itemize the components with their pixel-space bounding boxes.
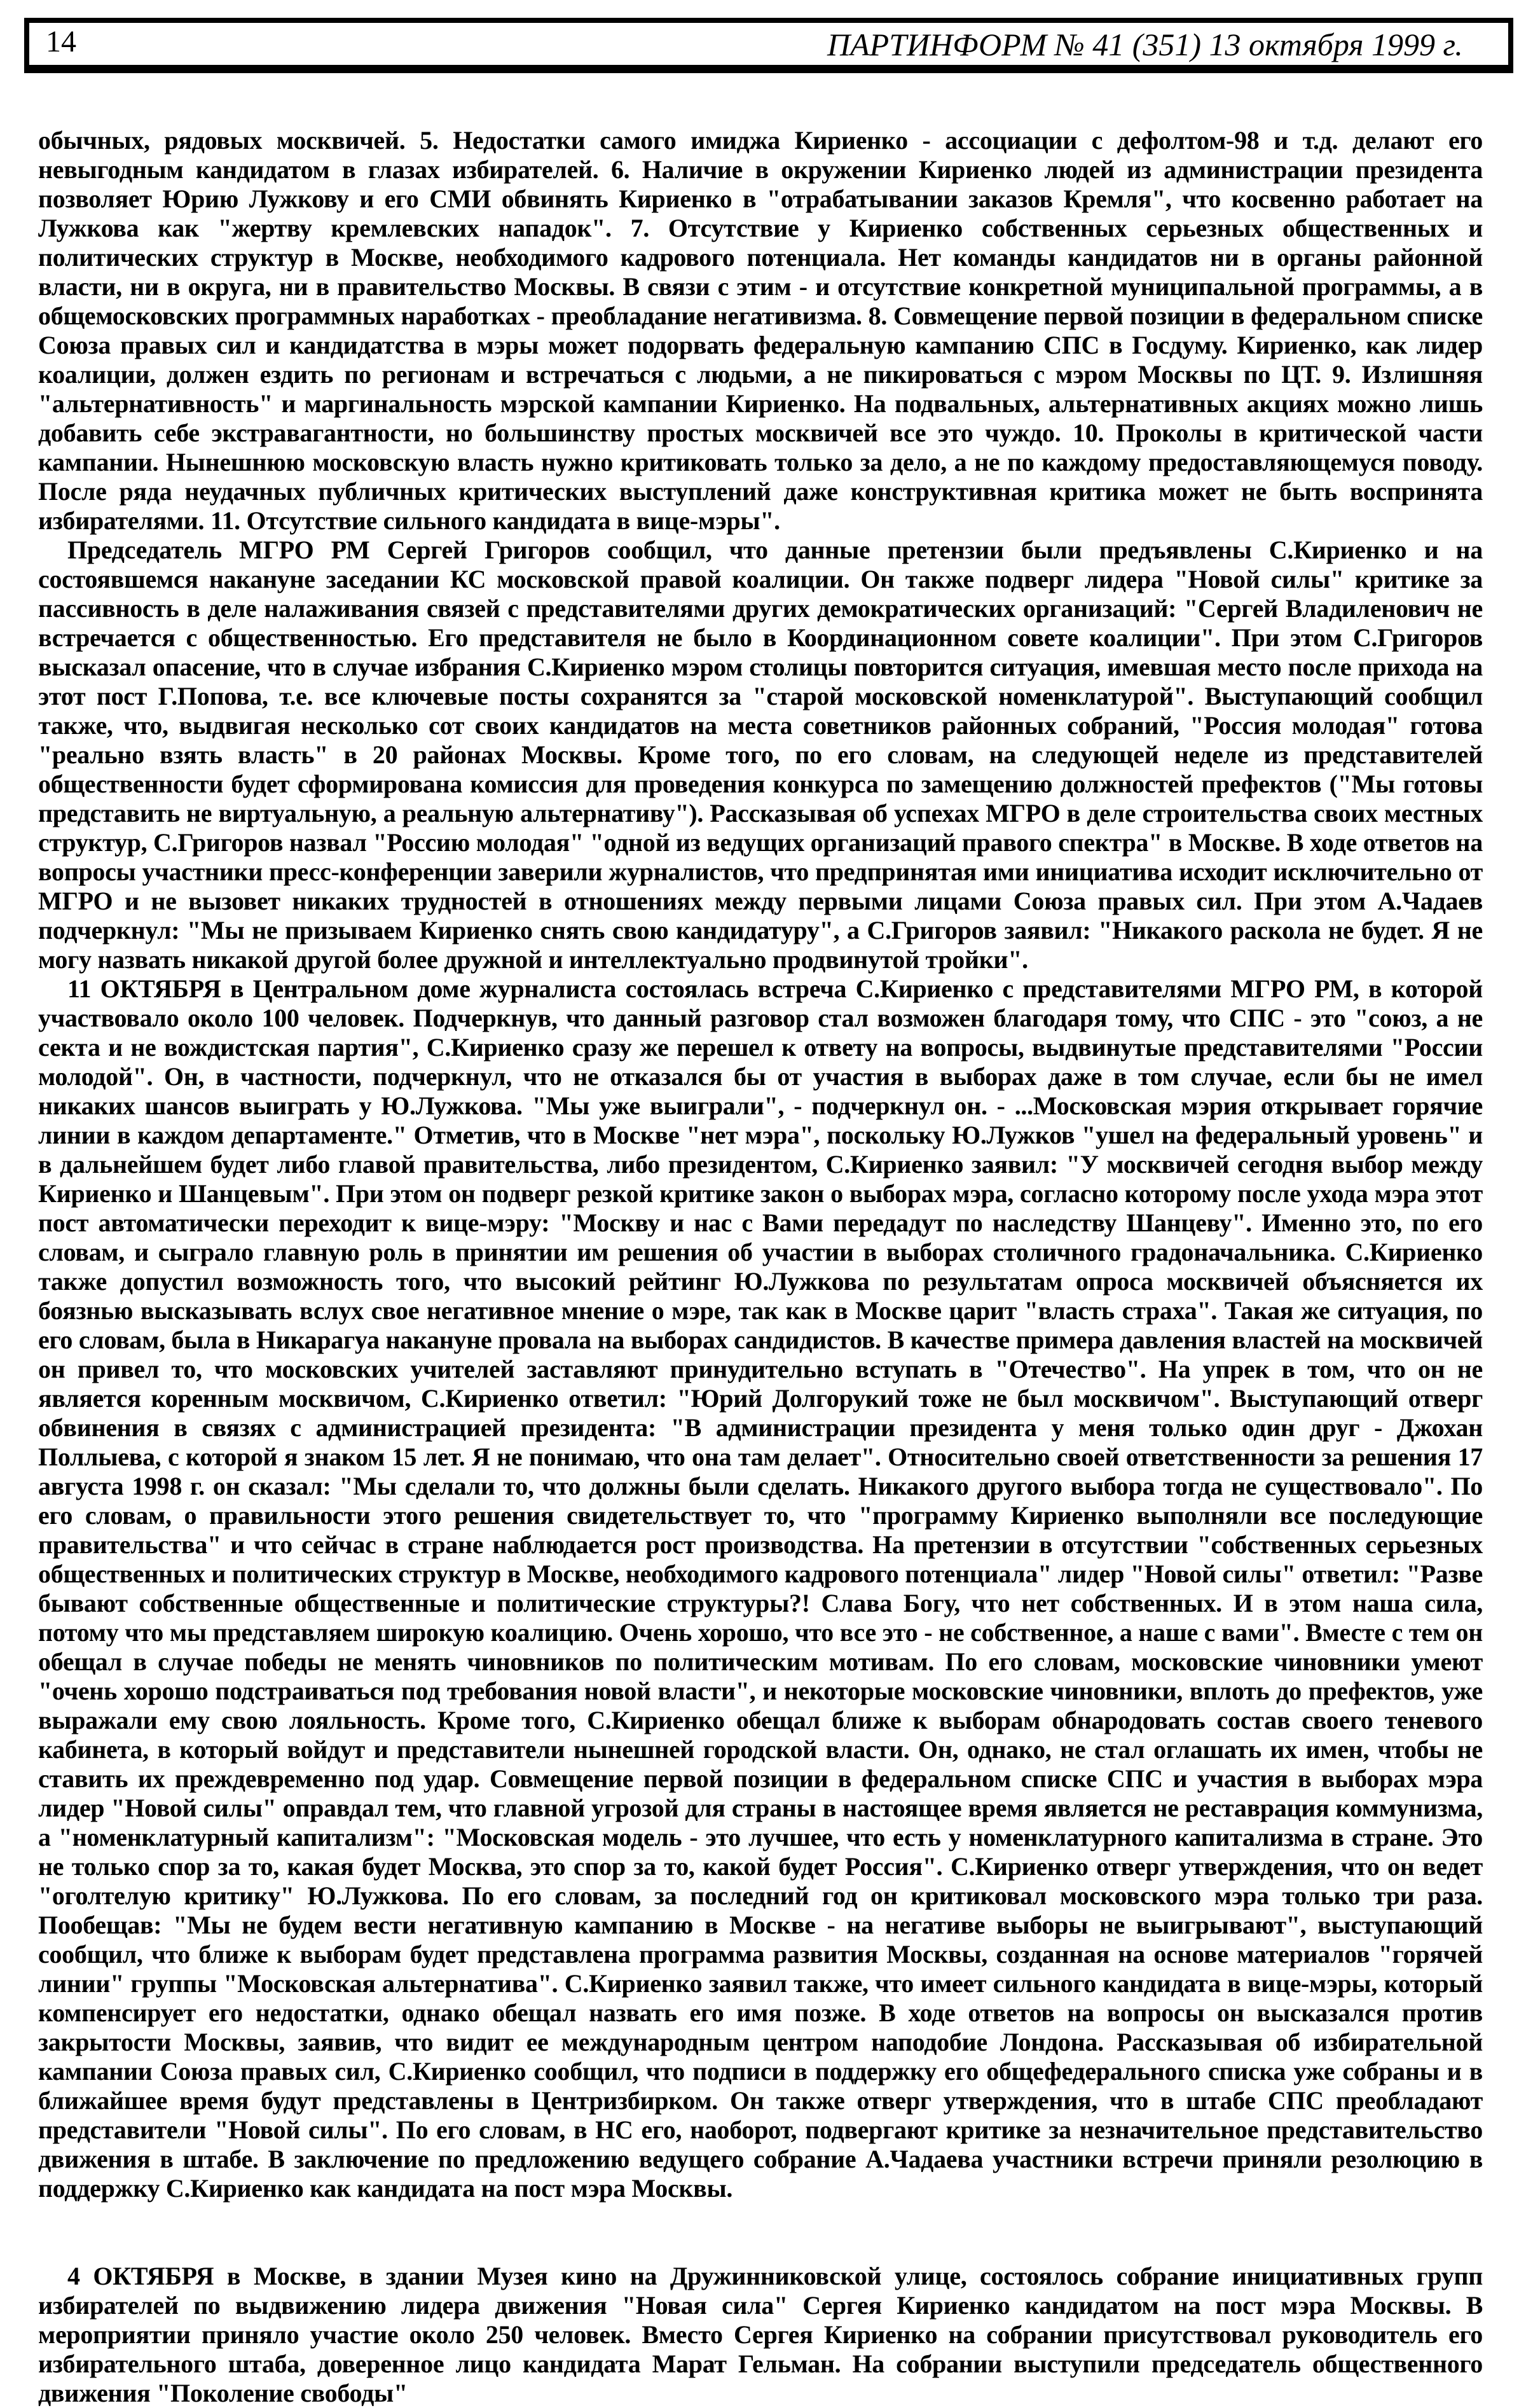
paragraph-october-4-meeting: 4 ОКТЯБРЯ в Москве, в здании Музея кино на Дружинниковской улице, состоялось собрание инициативных групп избирателей по выдвижению лидера движения "Новая сила" Сергея Кириенко кандидатом на пост мэра Москвы. В мероприятии приняло участие около 250 человек. Вместо Сергея Кириенко на собрании присутствовал руководитель его избирательного штаба, доверенное лицо кандидата Марат Гельман. На собрании выступили председатель общественного движения "Поколение свободы"	[38, 2262, 1483, 2407]
masthead-box	[24, 18, 1513, 73]
article-body	[38, 126, 1483, 2408]
paragraph-october-11-meeting: 11 ОКТЯБРЯ в Центральном доме журналиста состоялась встреча С.Кириенко с представителями МГРО РМ, в которой участвовало около 100 человек. Подчеркнув, что данный разговор стал возможен благодаря тому, что СПС - это "союз, а не секта и не вождистская партия", С.Кириенко сразу же перешел к ответу на вопросы, выдвинутые представителями "России молодой". Он, в частности, подчеркнул, что не отказался бы от участия в выборах даже в том случае, если бы не имел никаких шансов выиграть у Ю.Лужкова. "Мы уже выиграли", - подчеркнул он. - ...Московская мэрия открывает горячие линии в каждом департаменте." Отметив, что в Москве "нет мэра", поскольку Ю.Лужков "ушел на федеральный уровень" и в дальнейшем будет либо главой правительства, либо президентом, С.Кириенко заявил: "У москвичей сегодня выбор между Кириенко и Шанцевым". При этом он подверг резкой критике закон о выборах мэра, согласно которому после ухода мэра этот пост автоматически переходит к вице-мэру: "Москву и нас с Вами передадут по наследству Шанцеву". Именно это, по его словам, и сыграло главную роль в принятии им решения об участии в выборах столичного градоначальника. С.Кириенко также допустил возможность того, что высокий рейтинг Ю.Лужкова по результатам опроса москвичей объясняется их боязнью высказывать вслух свое негативное мнение о мэре, так как в Москве царит "власть страха". Такая же ситуация, по его словам, была в Никарагуа накануне провала на выборах сандидистов. В качестве примера давления властей на москвичей он привел то, что московских учителей заставляют принудительно вступать в "Отечество". На упрек в том, что он не является коренным москвичом, С.Кириенко ответил: "Юрий Долгорукий тоже не был москвичом". Выступающий отверг обвинения в связях с администрацией президента: "В администрации президента у меня только один друг - Джохан Поллыева, с которой я знаком 15 лет. Я не понимаю, что она там делает". Относительно своей ответственности за решения 17 августа 1998 г. он сказал: "Мы сделали то, что должны были сделать. Никакого другого выбора тогда не существовало". По его словам, о правильности этого решения свидетельствует то, что "программу Кириенко выполняли все последующие правительства" и что сейчас в стране наблюдается рост производства. На претензии в отсутствии "собственных серьезных общественных и политических структур в Москве, необходимого кадрового потенциала" лидер "Новой силы" ответил: "Разве бывают собственные общественные и политические структуры?! Слава Богу, что нет собственных. И в этом наша сила, потому что мы представляем широкую коалицию. Очень хорошо, что все это - не собственное, а наше с вами". Вместе с тем он обещал в случае победы не менять чиновников по политическим мотивам. По его словам, московские чиновники умеют "очень хорошо подстраиваться под требования новой власти", и некоторые московские чиновники, вплоть до префектов, уже выражали ему свою лояльность. Кроме того, С.Кириенко обещал ближе к выборам обнародовать состав своего теневого кабинета, в который войдут и представители нынешней городской власти. Он, однако, не стал оглашать их имен, чтобы не ставить их преждевременно под удар. Совмещение первой позиции в федеральном списке СПС и участия в выборах мэра лидер "Новой силы" оправдал тем, что главной угрозой для страны в настоящее время является не реставрация коммунизма, а "номенклатурный капитализм": "Московская модель - это лучшее, что есть у номенклатурного капитализма в стране. Это не только спор за то, какая будет Москва, это спор за то, какой будет Россия". С.Кириенко отверг утверждения, что он ведет "оголтелую критику" Ю.Лужкова. По его словам, за последний год он критиковал московского мэра только три раза. Пообещав: "Мы не будем вести негативную кампанию в Москве - на негативе выборы не выигрывают", выступающий сообщил, что ближе к выборам будет представлена программа развития Москвы, созданная на основе материалов "горячей линии" группы "Московская альтернатива". С.Кириенко заявил также, что имеет сильного кандидата в вице-мэры, который компенсирует его недостатки, однако обещал назвать его имя позже. В ходе ответов на вопросы он высказался против закрытости Москвы, заявив, что видит ее международным центром наподобие Лондона. Рассказывая об избирательной кампании Союза правых сил, С.Кириенко сообщил, что подписи в поддержку его общефедерального списка уже собраны и в ближайшее время будут представлены в Центризбирком. Он также отверг утверждения, что в штабе СПС преобладают представители "Новой силы". По его словам, в НС его, наоборот, подвергают критике за незначительное представительство движения в штабе. В заключение по предложению ведущего собрание А.Чадаева участники встречи приняли резолюцию в поддержку С.Кириенко как кандидата на пост мэра Москвы.	[38, 974, 1483, 2203]
page-number: 14	[46, 25, 76, 59]
masthead-title: ПАРТИНФОРМ № 41 (351) 13 октября 1999 г.	[827, 27, 1463, 62]
paragraph-grigorov-statement: Председатель МГРО РМ Сергей Григоров сообщил, что данные претензии были предъявлены С.Кириенко и на состоявшемся накануне заседании КС московской правой коалиции. Он также подверг лидера "Новой силы" критике за пассивность в деле налаживания связей с представителями других демократических организаций: "Сергей Владиленович не встречается с общественностью. Его представителя не было в Координационном совете коалиции". При этом С.Григоров высказал опасение, что в случае избрания С.Кириенко мэром столицы повторится ситуация, имевшая место после прихода на этот пост Г.Попова, т.е. все ключевые посты сохранятся за "старой московской номенклатурой". Выступающий сообщил также, что, выдвигая несколько сот своих кандидатов на места советников районных собраний, "Россия молодая" готова "реально взять власть" в 20 районах Москвы. Кроме того, по его словам, на следующей неделе из представителей общественности будет сформирована комиссия для проведения конкурса по замещению должностей префектов ("Мы готовы представить не виртуальную, а реальную альтернативу"). Рассказывая об успехах МГРО в деле строительства своих местных структур, С.Григоров назвал "Россию молодая" "одной из ведущих организаций правого спектра" в Москве. В ходе ответов на вопросы участники пресс-конференции заверили журналистов, что предпринятая ими инициатива исходит исключительно от МГРО и не вызовет никаких трудностей в отношениях между первыми лицами Союза правых сил. При этом А.Чадаев подчеркнул: "Мы не призываем Кириенко снять свою кандидатуру", а С.Григоров заявил: "Никакого раскола не будет. Я не могу назвать никакой другой более дружной и интеллектуально продвинутой тройки".	[38, 536, 1483, 974]
paragraph-continuation: обычных, рядовых москвичей. 5. Недостатки самого имиджа Кириенко - ассоциации с дефолтом-98 и т.д. делают его невыгодным кандидатом в глазах избирателей. 6. Наличие в окружении Кириенко людей из администрации президента позволяет Юрию Лужкову и его СМИ обвинять Кириенко в "отрабатывании заказов Кремля", что косвенно работает на Лужкова как "жертву кремлевских нападок". 7. Отсутствие у Кириенко собственных серьезных общественных и политических структур в Москве, необходимого кадрового потенциала. Нет команды кандидатов ни в органы районной власти, ни в округа, ни в правительство Москвы. В связи с этим - и отсутствие конкретной муниципальной программы, а в общемосковских программных наработках - преобладание негативизма. 8. Совмещение первой позиции в федеральном списке Союза правых сил и кандидатства в мэры может подорвать федеральную кампанию СПС в Госдуму. Кириенко, как лидер коалиции, должен ездить по регионам и встречаться с людьми, а не пикироваться с мэром Москвы по ЦТ. 9. Излишняя "альтернативность" и маргинальность мэрской кампании Кириенко. На подвальных, альтернативных акциях можно лишь добавить себе экстравагантности, но большинству простых москвичей все это чуждо. 10. Проколы в критической части кампании. Нынешнюю московскую власть нужно критиковать только за дело, а не по каждому предоставляющемуся поводу. После ряда неудачных публичных критических выступлений даже конструктивная критика может не быть воспринята избирателями. 11. Отсутствие сильного кандидата в вице-мэры".	[38, 126, 1483, 535]
